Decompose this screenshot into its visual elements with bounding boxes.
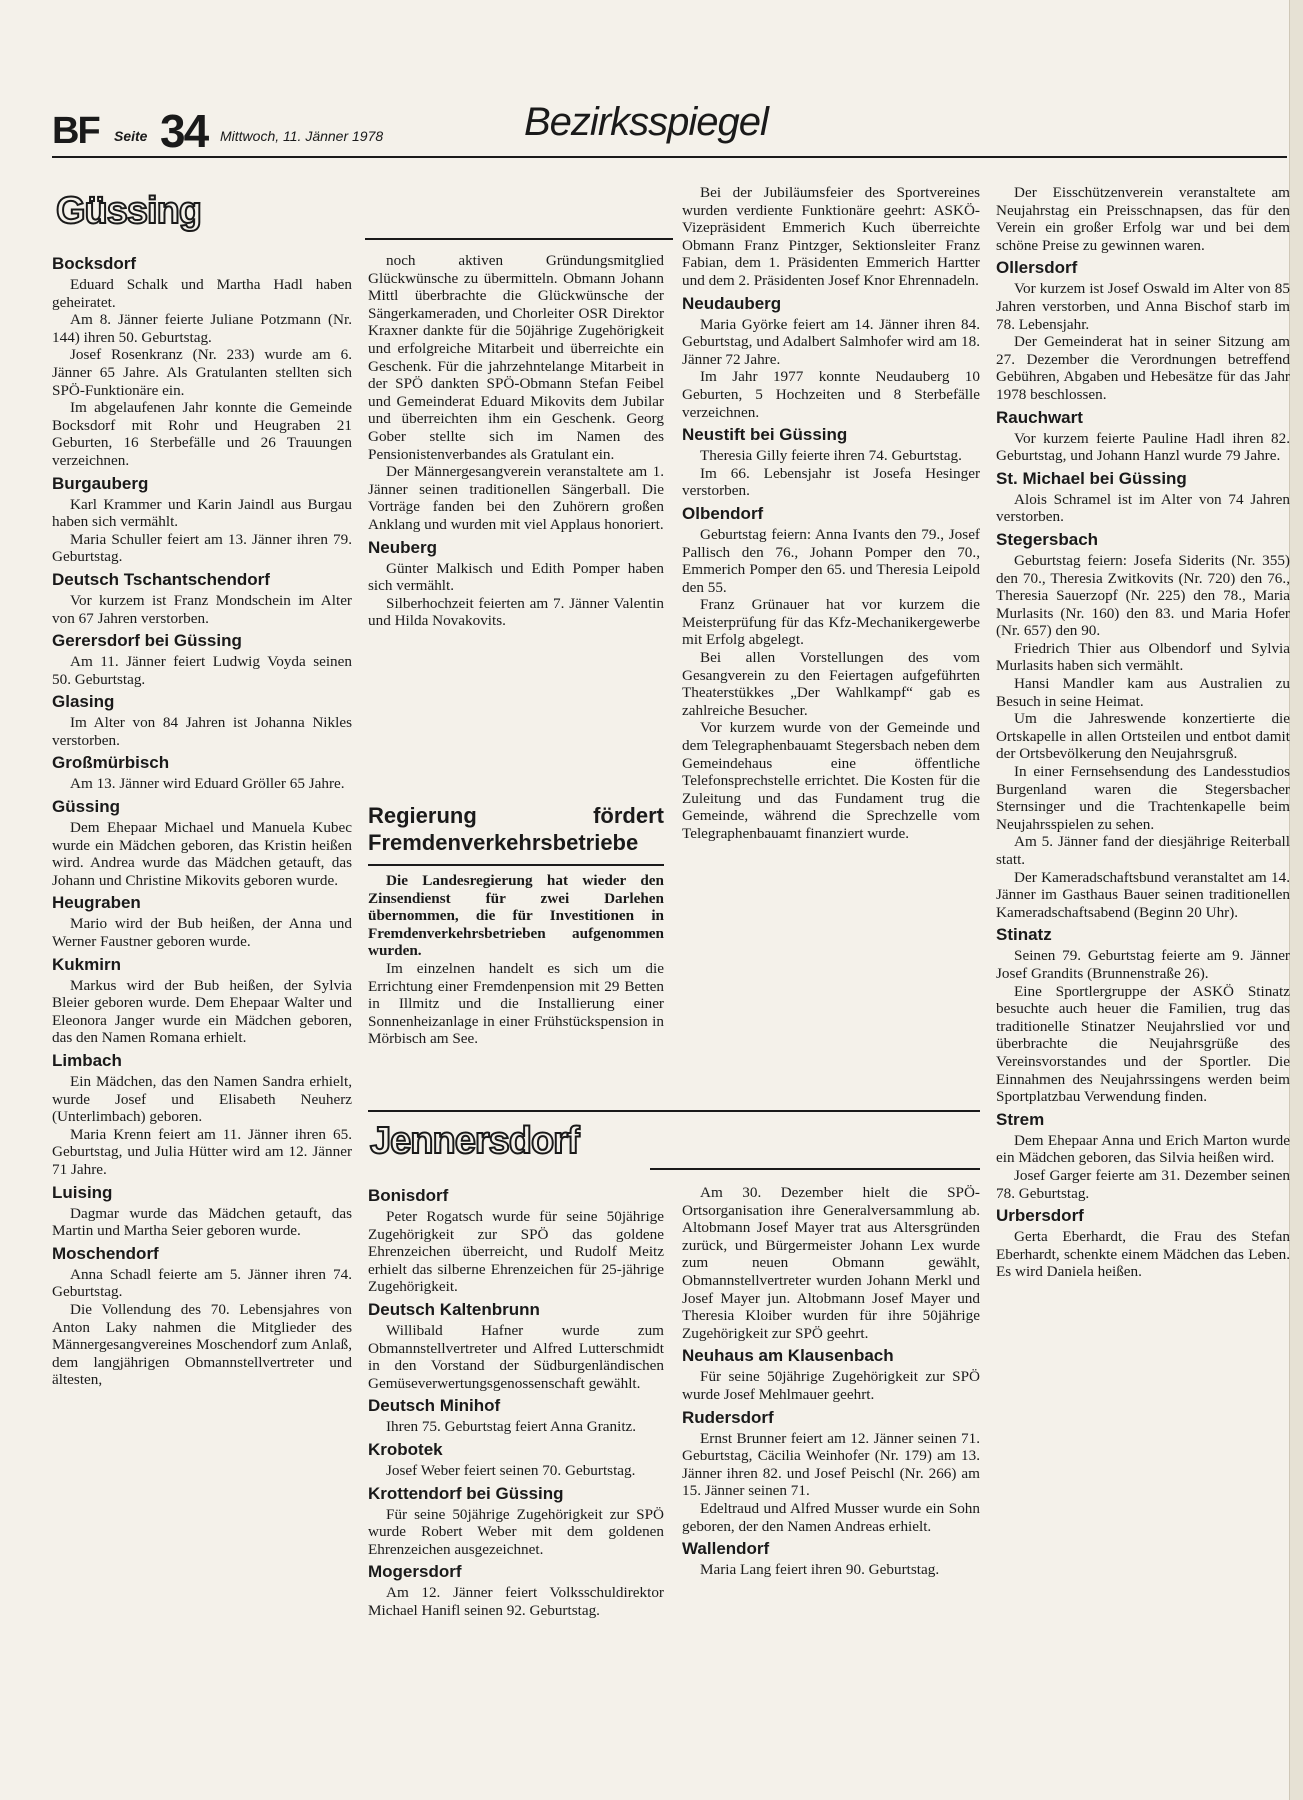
news-paragraph: Am 11. Jänner feiert Ludwig Voyda seinen 50. Geburtstag. [52,653,352,688]
place-heading: Stinatz [996,925,1052,945]
news-paragraph: Franz Grünauer hat vor kurzem die Meisterprüfung für das Kfz-Mechanikergewerbe mit Erfolg abgelegt. [682,596,980,649]
place-heading: Neustift bei Güssing [682,425,848,445]
news-paragraph: Vor kurzem ist Josef Oswald im Alter von 85 Jahren verstorben, und Anna Bischof starb im 78. Lebensjahr. [996,280,1290,333]
place-heading: Deutsch Minihof [368,1396,501,1416]
news-paragraph: Bei der Jubiläumsfeier des Sportvereines wurden verdiente Funktionäre geehrt: ASKÖ-Vizepräsident Emmerich Kuch überreichte Obmann Franz Pintzger, Sektionsleiter Franz Fabian, dem 1. Präsidenten Emmerich Hartter und dem 2. Präsidenten Josef Knor Ehrennadeln. [682,184,980,289]
place-heading: Heugraben [52,893,141,913]
article-body: Im einzelnen handelt es sich um die Errichtung einer Fremdenpension mit 29 Betten in Illmitz und die Installierung einer Sonnenheizanlage in einer Frühstückspension in Mörbisch am See. [368,959,664,1048]
place-heading: Strem [996,1109,1045,1129]
news-paragraph: Gerta Eberhardt, die Frau des Stefan Eberhardt, schenkte einem Mädchen das Leben. Es wird Daniela heißen. [996,1228,1290,1281]
news-paragraph: Vor kurzem feierte Pauline Hadl ihren 82. Geburtstag, und Johann Hanzl wurde 79 Jahre. [996,429,1290,465]
guessing-banner: Güssing [56,190,202,232]
news-paragraph: Mario wird der Bub heißen, der Anna und Werner Faustner geboren wurde. [52,915,352,951]
news-paragraph: Bei allen Vorstellungen des vom Gesangverein zu den Feiertagen aufgeführten Theaterstükkes „Der Wahlkampf“ gab es zahlreiche Besucher. [682,649,980,719]
news-paragraph: In einer Fernsehsendung des Landesstudios Burgenland waren die Stegersbacher Sternsinger und die Trachtenkapelle beim Neujahrsspielen zu sehen. [996,763,1290,833]
news-paragraph: Seinen 79. Geburtstag feierte am 9. Jänner Josef Grandits (Brunnenstraße 26). [996,947,1290,982]
jennersdorf-top-rule [368,1110,980,1112]
place-heading: Kukmirn [52,954,121,974]
news-paragraph: Ernst Brunner feiert am 12. Jänner seinen 71. Geburtstag, Cäcilia Weinhofer (Nr. 179) am 13. Jänner ihren 82. und Josef Peischl (Nr. 266) am 15. Jänner seinen 71. [682,1429,980,1500]
place-heading: Limbach [52,1051,122,1070]
place-heading: Neudauberg [682,293,782,313]
news-paragraph: Alois Schramel ist im Alter von 74 Jahren verstorben. [996,490,1290,526]
news-paragraph: Für seine 50jährige Zugehörigkeit zur SPÖ wurde Josef Mehlmauer geehrt. [682,1368,980,1403]
place-heading: Bocksdorf [52,254,137,273]
place-heading: Neuberg [368,537,437,557]
news-paragraph: Maria Krenn feiert am 11. Jänner ihren 65. Geburtstag, und Julia Hütter wird am 12. Jänner 71 Jahre. [52,1125,352,1178]
place-heading: Stegersbach [996,529,1099,549]
article-lead: Die Landesregierung hat wieder den Zinsendienst für zwei Darlehen übernommen, die für Investitionen in Fremdenverkehrsbetrieben aufgenommen wurden. [368,872,664,960]
place-heading: Krottendorf bei Güssing [368,1483,564,1503]
news-paragraph: Der Männergesangverein veranstaltete am 1. Jänner seinen traditionellen Sängerball. Die Vorträge fanden bei den Zuhörern großen Anklang und wurden mit viel Applaus honoriert. [368,463,664,533]
news-paragraph: Um die Jahreswende konzertierte die Ortskapelle in allen Ortsteilen und entbot damit der Ortsbevölkerung den Neujahrsgruß. [996,710,1290,763]
place-heading: Mogersdorf [368,1562,462,1582]
place-heading: Glasing [52,692,115,712]
place-heading: Krobotek [368,1439,443,1459]
news-paragraph: Geburtstag feiern: Josefa Siderits (Nr. 355) den 70., Theresia Zwitkovits (Nr. 720) den 76., Theresia Sauerzopf (Nr. 225) den 78., Maria Murlasits (Nr. 160) den 83. und Maria Hofer (Nr. 657) den 90. [996,551,1290,640]
place-heading: Bonisdorf [368,1186,449,1205]
news-paragraph: Hansi Mandler kam aus Australien zu Besuch in seine Heimat. [996,675,1290,710]
place-heading: Großmürbisch [52,753,170,773]
place-heading: Urbersdorf [996,1206,1084,1226]
news-paragraph: Josef Garger feierte am 31. Dezember seinen 78. Geburtstag. [996,1166,1290,1202]
news-paragraph: Im Jahr 1977 konnte Neudauberg 10 Geburten, 5 Hochzeiten und 8 Sterbefälle verzeichnen. [682,368,980,421]
news-paragraph: Silberhochzeit feierten am 7. Jänner Valentin und Hilda Novakovits. [368,594,664,630]
news-paragraph: Josef Weber feiert seinen 70. Geburtstag. [386,1461,636,1479]
news-paragraph: noch aktiven Gründungsmitglied Glückwünsche zu übermitteln. Obmann Johann Mittl überbrachte die Glückwünsche der Sängerkameraden, und Chorleiter OSR Direktor Kraxner dankte für die 50jährige Zugehörigkeit und erfolgreiche Mitarbeit und überreichte ein Geschenk. Für die jahrzehntelange Mitarbeit in der SPÖ dankten SPÖ-Obmann Stefan Feibel und Gemeinderat Eduard Mikovits dem Jubilar und überreichten ihm ein Geschenk. Georg Gober stellte sich im Namen des Pensionistenverbandes als Gratulant ein. [368,252,664,463]
place-heading: Ollersdorf [996,258,1078,278]
place-heading: Rudersdorf [682,1407,774,1427]
news-paragraph: Josef Rosenkranz (Nr. 233) wurde am 6. Jänner 65 Jahre. Als Gratulanten stellten sich SPÖ-Funktionäre ein. [52,346,352,399]
news-paragraph: Der Kameradschaftsbund veranstaltet am 14. Jänner im Gasthaus Bauer seinen traditionellen Kameradschaftsabend (Beginn 20 Uhr). [996,868,1290,921]
news-paragraph: Für seine 50jährige Zugehörigkeit zur SPÖ wurde Robert Weber mit dem goldenen Ehrenzeichen ausgezeichnet. [368,1505,664,1558]
place-heading: Moschendorf [52,1243,159,1263]
jennersdorf-banner: Jennersdorf [370,1120,579,1162]
place-heading: Burgauberg [52,473,149,493]
guessing-column-3 [682,184,980,843]
section-title: Bezirksspiegel [524,100,768,144]
guessing-column-2 [368,252,664,630]
news-paragraph: Am 5. Jänner fand der diesjährige Reiterball statt. [996,833,1290,868]
place-heading: Gerersdorf bei Güssing [52,631,242,651]
news-paragraph: Vor kurzem ist Franz Mondschein im Alter von 67 Jahren verstorben. [52,591,352,627]
tourism-article [368,802,664,1048]
news-paragraph: Dem Ehepaar Anna und Erich Marton wurde ein Mädchen geboren, das Silvia heißen wird. [996,1131,1290,1167]
article-headline: Regierung fördert Fremdenverkehrsbetriebe [368,803,664,855]
news-paragraph: Geburtstag feiern: Anna Ivants den 79., Josef Pallisch den 76., Johann Pomper den 70., Emmerich Pomper den 65. und Theresia Leipold den 55. [682,525,980,596]
news-paragraph: Am 8. Jänner feierte Juliane Potzmann (Nr. 144) ihren 50. Geburtstag. [52,311,352,346]
news-paragraph: Maria Györke feiert am 14. Jänner ihren 84. Geburtstag, und Adalbert Salmhofer wird am 18. Jänner 72 Jahre. [682,315,980,368]
news-paragraph: Eduard Schalk und Martha Hadl haben geheiratet. [52,276,352,311]
place-heading: Deutsch Kaltenbrunn [368,1299,540,1319]
news-paragraph: Karl Krammer und Karin Jaindl aus Burgau haben sich vermählt. [52,495,352,531]
news-paragraph: Der Gemeinderat hat in seiner Sitzung am 27. Dezember die Verordnungen betreffend Gebühren, Abgaben und Hebesätze für das Jahr 1978 beschlossen. [996,333,1290,403]
news-paragraph: Am 12. Jänner feiert Volksschuldirektor Michael Hanifl seinen 92. Geburtstag. [368,1584,664,1619]
news-paragraph: Eine Sportlergruppe der ASKÖ Stinatz besuchte auch heuer die Familien, trug das traditionelle Stinatzer Neujahrslied vor und überbrachte die Neujahrsgrüße des Vereinsvorstandes und der Sportler. Die Einnahmen des Neujahrssingens werden beim Sportplatzbau Verwendung finden. [996,982,1290,1106]
place-heading: Olbendorf [682,503,764,523]
page-number: 34 [160,105,208,157]
place-heading: Güssing [52,797,121,817]
paper-logo: BF [52,110,99,152]
news-paragraph: Markus wird der Bub heißen, der Sylvia Bleier geboren wurde. Dem Ehepaar Walter und Eleonora Janger wurde ein Mädchen geboren, das den Namen Romana erhielt. [52,976,352,1047]
news-paragraph: Maria Schuller feiert am 13. Jänner ihren 79. Geburtstag. [52,530,352,566]
news-paragraph: Anna Schadl feierte am 5. Jänner ihren 74. Geburtstag. [52,1265,352,1301]
news-paragraph: Am 30. Dezember hielt die SPÖ-Ortsorganisation ihre Generalversammlung ab. Altobmann Josef Mayer trat aus Altersgründen zurück, und Bürgermeister Johann Lex wurde zum neuen Obmann gewählt, Obmannstellvertreter wurden Johann Merkl und Josef Mayer jun. Altobmann Josef Mayer und Theresia Kloiber wurden für ihre 50jährige Zugehörigkeit zur SPÖ geehrt. [682,1184,980,1342]
page-label: Seite [114,128,148,144]
jennersdorf-banner-rule [650,1168,980,1170]
masthead [52,96,1287,158]
news-paragraph: Günter Malkisch und Edith Pomper haben sich vermählt. [368,559,664,595]
jennersdorf-column-3 [682,1184,980,1579]
news-paragraph: Dem Ehepaar Michael und Manuela Kubec wurde ein Mädchen geboren, das Kristin heißen wird. Andrea wurde das Mädchen getauft, das Johann und Christine Mikovits geboren wurde. [52,819,352,889]
news-paragraph: Im 66. Lebensjahr ist Josefa Hesinger verstorben. [682,464,980,500]
place-heading: St. Michael bei Güssing [996,468,1187,488]
place-heading: Luising [52,1182,113,1202]
article-rule [368,864,664,866]
issue-date: Mittwoch, 11. Jänner 1978 [220,128,384,144]
news-paragraph: Vor kurzem wurde von der Gemeinde und dem Telegraphenbauamt Stegersbach neben dem Gemeindehaus eine öffentliche Telefonsprechstelle errichtet. Die Kosten für die Zuleitung und das Fundament trug die Gemeinde, während die Sprechzelle vom Telegraphenbauamt finanziert wurde. [682,719,980,842]
jennersdorf-column-2 [368,1182,664,1620]
place-heading: Rauchwart [996,407,1083,427]
news-paragraph: Maria Lang feiert ihren 90. Geburtstag. [700,1561,940,1579]
guessing-column-4 [996,184,1290,1281]
news-paragraph: Theresia Gilly feierte ihren 74. Geburtstag. [700,447,962,465]
news-paragraph: Edeltraud und Alfred Musser wurde ein Sohn geboren, der den Namen Andreas erhielt. [682,1499,980,1535]
news-paragraph: Am 13. Jänner wird Eduard Gröller 65 Jahre. [70,775,345,793]
news-paragraph: Ein Mädchen, das den Namen Sandra erhielt, wurde Josef und Elisabeth Neuherz (Unterlimbach) geboren. [52,1073,352,1126]
place-heading: Wallendorf [682,1539,770,1559]
guessing-column-1 [52,250,352,1389]
news-paragraph: Ihren 75. Geburtstag feiert Anna Granitz. [386,1418,637,1436]
place-heading: Neuhaus am Klausenbach [682,1346,894,1366]
news-paragraph: Willibald Hafner wurde zum Obmannstellvertreter und Alfred Lutterschmidt in den Vorstand der Südburgenländischen Gemüseverwertungsgenossenschaft gewählt. [368,1321,664,1392]
news-paragraph: Im Alter von 84 Jahren ist Johanna Nikles verstorben. [52,714,352,749]
news-paragraph: Dagmar wurde das Mädchen getauft, das Martin und Martha Seier geboren wurde. [52,1204,352,1240]
page-edge [1289,0,1303,1800]
news-paragraph: Im abgelaufenen Jahr konnte die Gemeinde Bocksdorf mit Rohr und Heugraben 21 Geburten, 16 Sterbefälle und 26 Trauungen verzeichnen. [52,399,352,469]
news-paragraph: Peter Rogatsch wurde für seine 50jährige Zugehörigkeit zur SPÖ das goldene Ehrenzeichen überreicht, und Rudolf Meitz erhielt das silberne Ehrenzeichen für 25-jährige Zugehörigkeit. [368,1208,664,1296]
news-paragraph: Die Vollendung des 70. Lebensjahres von Anton Laky nahmen die Mitglieder des Männergesangvereines Moschendorf zum Anlaß, dem langjährigen Obmannstellvertreter und ältesten, [52,1300,352,1389]
news-paragraph: Friedrich Thier aus Olbendorf und Sylvia Murlasits haben sich vermählt. [996,639,1290,675]
place-heading: Deutsch Tschantschendorf [52,569,270,589]
news-paragraph: Der Eisschützenverein veranstaltete am Neujahrstag ein Preisschnapsen, das für den Verein ein großer Erfolg war und bei dem schöne Preise zu gewinnen waren. [996,184,1290,254]
guessing-banner-rule [365,238,673,240]
